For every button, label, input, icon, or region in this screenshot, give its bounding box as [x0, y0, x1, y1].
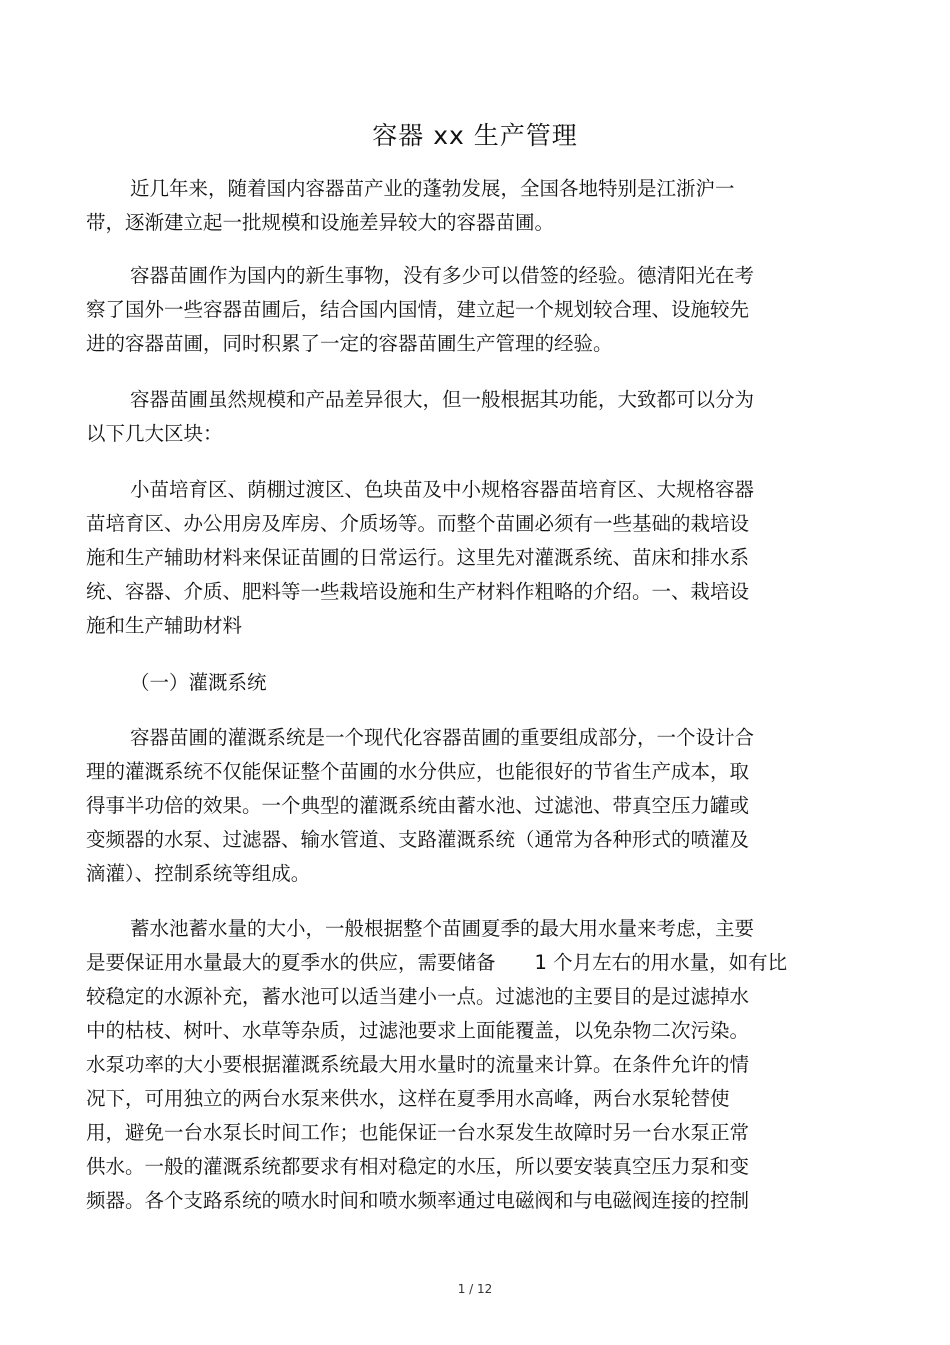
paragraph-line: 施和生产辅助材料	[86, 614, 243, 637]
paragraph-line: 容器苗圃的灌溉系统是一个现代化容器苗圃的重要组成部分，一个设计合	[130, 726, 755, 749]
paragraph-line: 中的枯枝、树叶、水草等杂质，过滤池要求上面能覆盖，以免杂物二次污染。	[86, 1019, 750, 1042]
paragraph-line: 蓄水池蓄水量的大小，一般根据整个苗圃夏季的最大用水量来考虑，主要	[130, 917, 755, 940]
paragraph-line: 进的容器苗圃，同时积累了一定的容器苗圃生产管理的经验。	[86, 332, 613, 355]
paragraph-line: 近几年来，随着国内容器苗产业的蓬勃发展，全国各地特别是江浙沪一	[130, 177, 735, 200]
paragraph-2	[86, 259, 846, 361]
paragraph-line: 理的灌溉系统不仅能保证整个苗圃的水分供应，也能很好的节省生产成本，取	[86, 760, 750, 783]
paragraph-line: 滴灌）、控制系统等组成。	[86, 862, 311, 885]
paragraph-5	[86, 721, 846, 891]
paragraph-line: 苗培育区、办公用房及库房、介质场等。而整个苗圃必须有一些基础的栽培设	[86, 512, 750, 535]
paragraph-line: 是要保证用水量最大的夏季水的供应，需要储备 1 个月左右的用水量，如有比	[86, 951, 788, 974]
section-heading: （一）灌溉系统	[130, 671, 267, 694]
page-number: 1 / 12	[457, 1282, 493, 1296]
paragraph-line: 带，逐渐建立起一批规模和设施差异较大的容器苗圃。	[86, 211, 555, 234]
paragraph-line: 容器苗圃作为国内的新生事物，没有多少可以借签的经验。德清阳光在考	[130, 264, 755, 287]
paragraph-6	[86, 912, 846, 1218]
paragraph-4	[86, 473, 846, 643]
paragraph-1	[86, 172, 846, 240]
paragraph-line: 供水。一般的灌溉系统都要求有相对稳定的水压，所以要安装真空压力泵和变	[86, 1155, 750, 1178]
paragraph-line: 况下，可用独立的两台水泵来供水，这样在夏季用水高峰，两台水泵轮替使	[86, 1087, 730, 1110]
paragraph-line: 以下几大区块：	[86, 422, 223, 445]
paragraph-line: 用，避免一台水泵长时间工作；也能保证一台水泵发生故障时另一台水泵正常	[86, 1121, 750, 1144]
paragraph-line: 统、容器、介质、肥料等一些栽培设施和生产材料作粗略的介绍。一、栽培设	[86, 580, 750, 603]
paragraph-line: 水泵功率的大小要根据灌溉系统最大用水量时的流量来计算。在条件允许的情	[86, 1053, 750, 1076]
paragraph-3	[86, 383, 846, 451]
paragraph-line: 较稳定的水源补充，蓄水池可以适当建小一点。过滤池的主要目的是过滤掉水	[86, 985, 750, 1008]
document-title: 容器 xx 生产管理	[372, 121, 578, 150]
paragraph-line: 小苗培育区、荫棚过渡区、色块苗及中小规格容器苗培育区、大规格容器	[130, 478, 755, 501]
paragraph-line: 频器。各个支路系统的喷水时间和喷水频率通过电磁阀和与电磁阀连接的控制	[86, 1189, 750, 1212]
paragraph-line: 察了国外一些容器苗圃后，结合国内国情，建立起一个规划较合理、设施较先	[86, 298, 750, 321]
paragraph-line: 得事半功倍的效果。一个典型的灌溉系统由蓄水池、过滤池、带真空压力罐或	[86, 794, 750, 817]
paragraph-line: 容器苗圃虽然规模和产品差异很大，但一般根据其功能，大致都可以分为	[130, 388, 755, 411]
paragraph-line: 施和生产辅助材料来保证苗圃的日常运行。这里先对灌溉系统、苗床和排水系	[86, 546, 750, 569]
paragraph-line: 变频器的水泵、过滤器、输水管道、支路灌溉系统（通常为各种形式的喷灌及	[86, 828, 750, 851]
